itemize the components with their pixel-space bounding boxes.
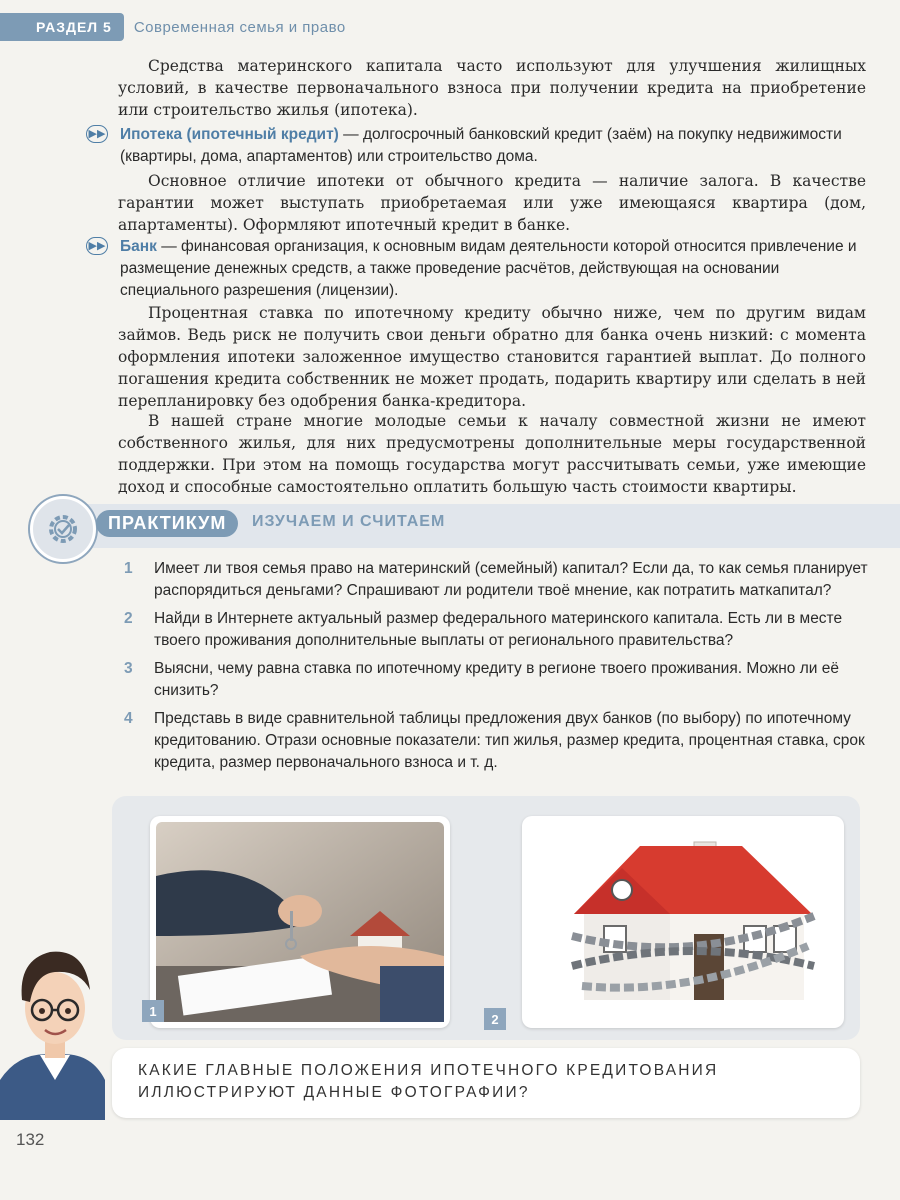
- photo-badge-2: 2: [484, 1008, 506, 1030]
- student-avatar: [0, 930, 110, 1124]
- definition-mortgage: [86, 124, 866, 168]
- definition-term: Ипотека (ипотечный кредит): [120, 126, 339, 143]
- definition-bank: [86, 236, 866, 302]
- paragraph-2: [118, 170, 866, 236]
- practicum-label: ПРАКТИКУМ: [96, 510, 238, 537]
- task-text: Представь в виде сравнительной таблицы предложения двух банков (по выбору) по ипотечному кредитованию. Отрази основные показатели: тип жилья, размер кредита, процентная ставка, срок кредита, размер первоначального взноса и т. д.: [154, 710, 865, 771]
- task-number: 4: [124, 710, 133, 727]
- task-list: [118, 558, 868, 780]
- paragraph-text: Процентная ставка по ипотечному кредиту обычно ниже, чем по другим видам займов. Ведь риск не получить свои деньги обратно для банка очень низкий: с момента оформления ипотеки заложенное имущество становится гарантией выплат. До полного погашения кредита собственник не может продать, подарить квартиру или сделать в ней перепланировку без одобрения банка-кредитора.: [118, 304, 866, 410]
- task-number: 3: [124, 660, 133, 677]
- task-item: [118, 658, 868, 702]
- paragraph-text: Основное отличие ипотеки от обычного кредита — наличие залога. В качестве гарантии может выступать приобретаемая или уже имеющаяся квартира (дом, апартаменты). Оформляют ипотечный кредит в банке.: [118, 172, 866, 234]
- paragraph-3: [118, 302, 866, 412]
- gear-check-icon: [30, 496, 96, 562]
- task-text: Имеет ли твоя семья право на материнский (семейный) капитал? Если да, то как семья планирует распорядиться деньгами? Спрашивают ли родители твоё мнение, как потратить маткапитал?: [154, 560, 868, 599]
- page-number: 132: [16, 1130, 45, 1149]
- paragraph-1: [118, 55, 866, 121]
- paragraph-text: Средства материнского капитала часто используют для улучшения жилищных условий, в качестве первоначального взноса при получении кредита на приобретение или строительство жилья (ипотека).: [118, 57, 866, 119]
- photo-frame-1: [150, 816, 450, 1028]
- question-bubble: [112, 1048, 860, 1118]
- photo-frame-2: [491, 816, 844, 1028]
- photo-panel: [112, 796, 860, 1040]
- task-item: [118, 608, 868, 652]
- definition-term: Банк: [120, 238, 157, 255]
- question-text: КАКИЕ ГЛАВНЫЕ ПОЛОЖЕНИЯ ИПОТЕЧНОГО КРЕДИТОВАНИЯ ИЛЛЮСТРИРУЮТ ДАННЫЕ ФОТОГРАФИИ?: [138, 1062, 719, 1101]
- paragraph-4: [118, 410, 866, 498]
- forward-icon: ▶▶: [86, 237, 108, 255]
- section-header: [0, 10, 346, 44]
- task-text: Выясни, чему равна ставка по ипотечному кредиту в регионе твоего проживания. Можно ли её снизить?: [154, 660, 839, 699]
- section-title: Современная семья и право: [133, 18, 346, 36]
- forward-icon: ▶▶: [86, 125, 108, 143]
- practicum-subtitle: ИЗУЧАЕМ И СЧИТАЕМ: [252, 513, 446, 530]
- task-item: [118, 708, 868, 774]
- task-text: Найди в Интернете актуальный размер федерального материнского капитала. Есть ли в месте твоего проживания дополнительные выплаты от регионального правительства?: [154, 610, 843, 649]
- section-label: РАЗДЕЛ 5: [0, 13, 124, 41]
- practicum-banner: [30, 496, 900, 558]
- paragraph-text: В нашей стране многие молодые семьи к началу совместной жизни не имеют собственного жилья, для них предусмотрены дополнительные меры государственной поддержки. При этом на помощь государства могут рассчитывать семьи, уже имеющие доход и способные самостоятельно оплатить большую часть стоимости квартиры.: [118, 412, 866, 496]
- task-number: 2: [124, 610, 133, 627]
- definition-text: — финансовая организация, к основным видам деятельности которой относится привлечение и размещение денежных средств, а также проведение расчётов, действующая на основании специального разрешения (лицензии).: [120, 238, 857, 299]
- chained-house-photo: [522, 816, 844, 1028]
- keys-handover-photo: [150, 816, 450, 1028]
- task-number: 1: [124, 560, 133, 577]
- definition-text: — долгосрочный банковский кредит (заём) на покупку недвижимости (квартиры, дома, апартаментов) или строительство дома.: [120, 126, 842, 165]
- boy-with-glasses-icon: [0, 930, 110, 1120]
- task-item: [118, 558, 868, 602]
- photo-badge-1: 1: [142, 1000, 164, 1022]
